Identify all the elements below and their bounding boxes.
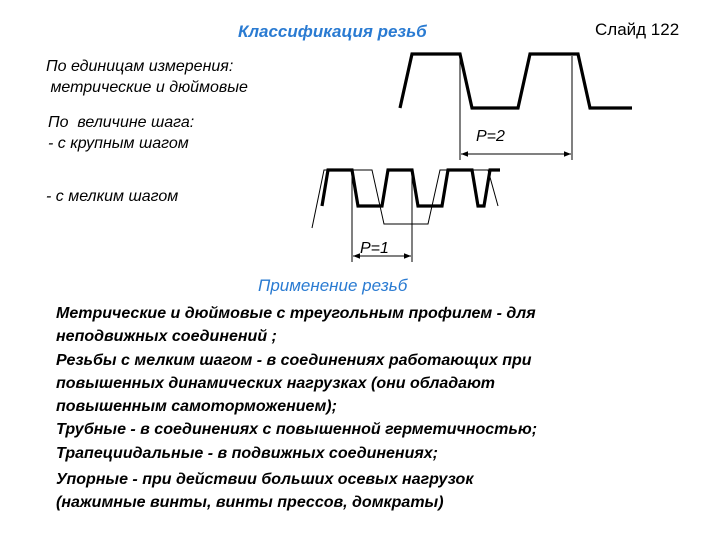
- application-line: Трубные - в соединениях с повышенной герметичностью;: [56, 421, 538, 439]
- application-line: неподвижных соединений ;: [56, 328, 277, 346]
- application-heading: Применение резьб: [258, 276, 408, 295]
- application-line: повышенным самоторможением);: [56, 398, 337, 416]
- coarse-thread-profile: [400, 54, 632, 108]
- units-heading: По единицам измерения:: [46, 58, 234, 75]
- units-types: метрические и дюймовые: [46, 79, 248, 96]
- application-line: Упорные - при действии больших осевых нагрузок: [56, 471, 474, 489]
- application-list: [56, 302, 676, 515]
- reference-thread-outline: [312, 170, 498, 228]
- slide-title: Классификация резьб: [238, 22, 427, 41]
- application-line: Трапециидальные - в подвижных соединениях;: [56, 444, 438, 462]
- coarse-pitch-label: - с крупным шагом: [48, 135, 189, 152]
- application-line: повышенных динамических нагрузках (они обладают: [56, 374, 495, 392]
- application-line: Резьбы с мелким шагом - в соединениях работающих при: [56, 351, 532, 369]
- fine-thread-profile: [322, 170, 500, 206]
- pitch-heading: По величине шага:: [48, 114, 195, 131]
- slide-number: Слайд 122: [595, 20, 680, 39]
- fine-pitch-value: P=1: [360, 240, 389, 257]
- application-line: (нажимные винты, винты прессов, домкраты): [56, 494, 444, 512]
- coarse-pitch-value: P=2: [476, 128, 505, 145]
- application-line: Метрические и дюймовые с треугольным профилем - для: [56, 305, 536, 322]
- fine-pitch-label: - с мелким шагом: [46, 188, 179, 205]
